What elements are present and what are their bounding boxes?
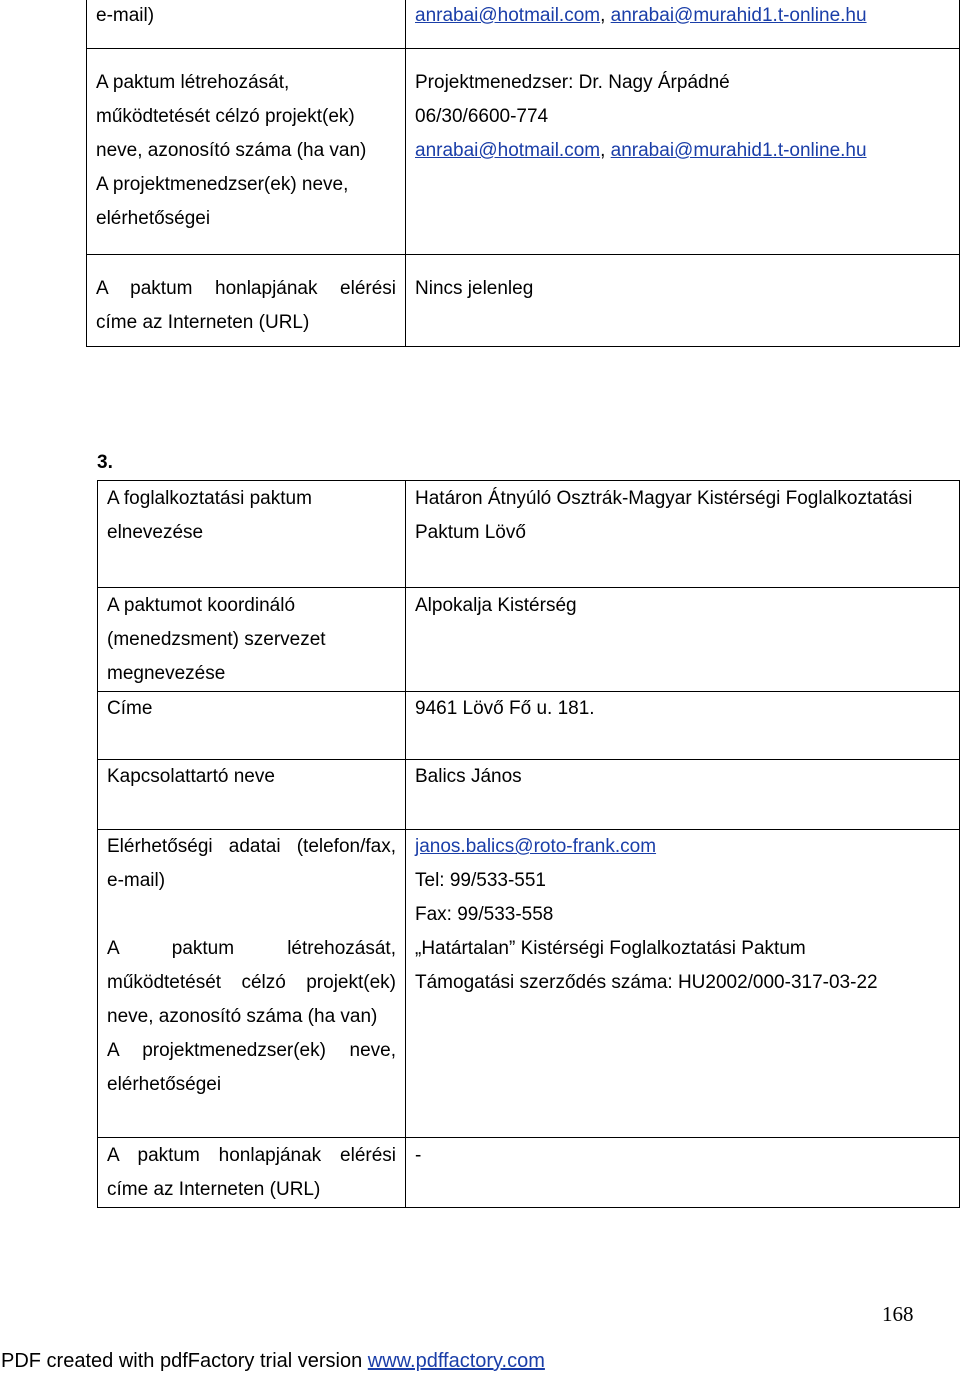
row-label: A foglalkoztatási paktum elnevezése (98, 481, 406, 588)
row-value: Projektmenedzser: Dr. Nagy Árpádné 06/30/6600-774 anrabai@hotmail.com, anrabai@murahid1.t-online.hu (406, 49, 960, 255)
row-value: Alpokalja Kistérség (406, 588, 960, 692)
email-link[interactable]: janos.balics@roto-frank.com (415, 836, 657, 857)
row-label: A paktum létrehozását, működtetését célzó projekt(ek) neve, azonosító száma (ha van) A projektmenedzser(ek) neve, elérhetőségei (87, 49, 406, 255)
email-link[interactable]: anrabai@murahid1.t-online.hu (610, 140, 867, 161)
row-value: anrabai@hotmail.com, anrabai@murahid1.t-online.hu (406, 0, 960, 49)
row-label: A paktum honlapjának elérési címe az Interneten (URL) (98, 1137, 406, 1207)
table-row-contact (98, 760, 960, 830)
row-label: Elérhetőségi adatai (telefon/fax, e-mail) (98, 830, 406, 933)
pdf-footer: PDF created with pdfFactory trial version www.pdffactory.com (1, 1350, 545, 1372)
row-label: e-mail) (87, 0, 406, 49)
row-label: Címe (98, 692, 406, 760)
table-row-details (98, 830, 960, 933)
table-row-url (98, 1137, 960, 1207)
footer-link[interactable]: www.pdffactory.com (367, 1350, 545, 1372)
email-link[interactable]: anrabai@hotmail.com (415, 5, 601, 26)
page-number: 168 (882, 1302, 914, 1326)
row-value: Határon Átnyúló Osztrák-Magyar Kistérségi Foglalkoztatási Paktum Lövő (406, 481, 960, 588)
section-number: 3. (97, 452, 113, 473)
contact-table-3 (97, 480, 960, 1208)
table-row-name (98, 481, 960, 588)
table-row-url (87, 255, 960, 347)
row-label: A paktum honlapjának elérési címe az Interneten (URL) (87, 255, 406, 347)
row-value: - (406, 1137, 960, 1207)
email-link[interactable]: anrabai@murahid1.t-online.hu (610, 5, 867, 26)
row-label: A paktum létrehozását, működtetését célzó projekt(ek) neve, azonosító száma (ha van) A projektmenedzser(ek) neve, elérhetőségei (98, 932, 406, 1137)
table-row-address (98, 692, 960, 760)
row-value: 9461 Lövő Fő u. 181. (406, 692, 960, 760)
table-row-project (87, 49, 960, 255)
table-row-org (98, 588, 960, 692)
email-link[interactable]: anrabai@hotmail.com (415, 140, 601, 161)
row-value: Nincs jelenleg (406, 255, 960, 347)
row-value: „Határtalan” Kistérségi Foglalkoztatási Paktum Támogatási szerződés száma: HU2002/000-317-03-22 (406, 932, 960, 1137)
table-row-project (98, 932, 960, 1137)
row-label: A paktumot koordináló (menedzsment) szervezet megnevezése (98, 588, 406, 692)
row-value: janos.balics@roto-frank.com Tel: 99/533-551 Fax: 99/533-558 (406, 830, 960, 933)
row-value: Balics János (406, 760, 960, 830)
table-row-email (87, 0, 960, 49)
contact-table-2 (86, 0, 960, 347)
row-label: Kapcsolattartó neve (98, 760, 406, 830)
